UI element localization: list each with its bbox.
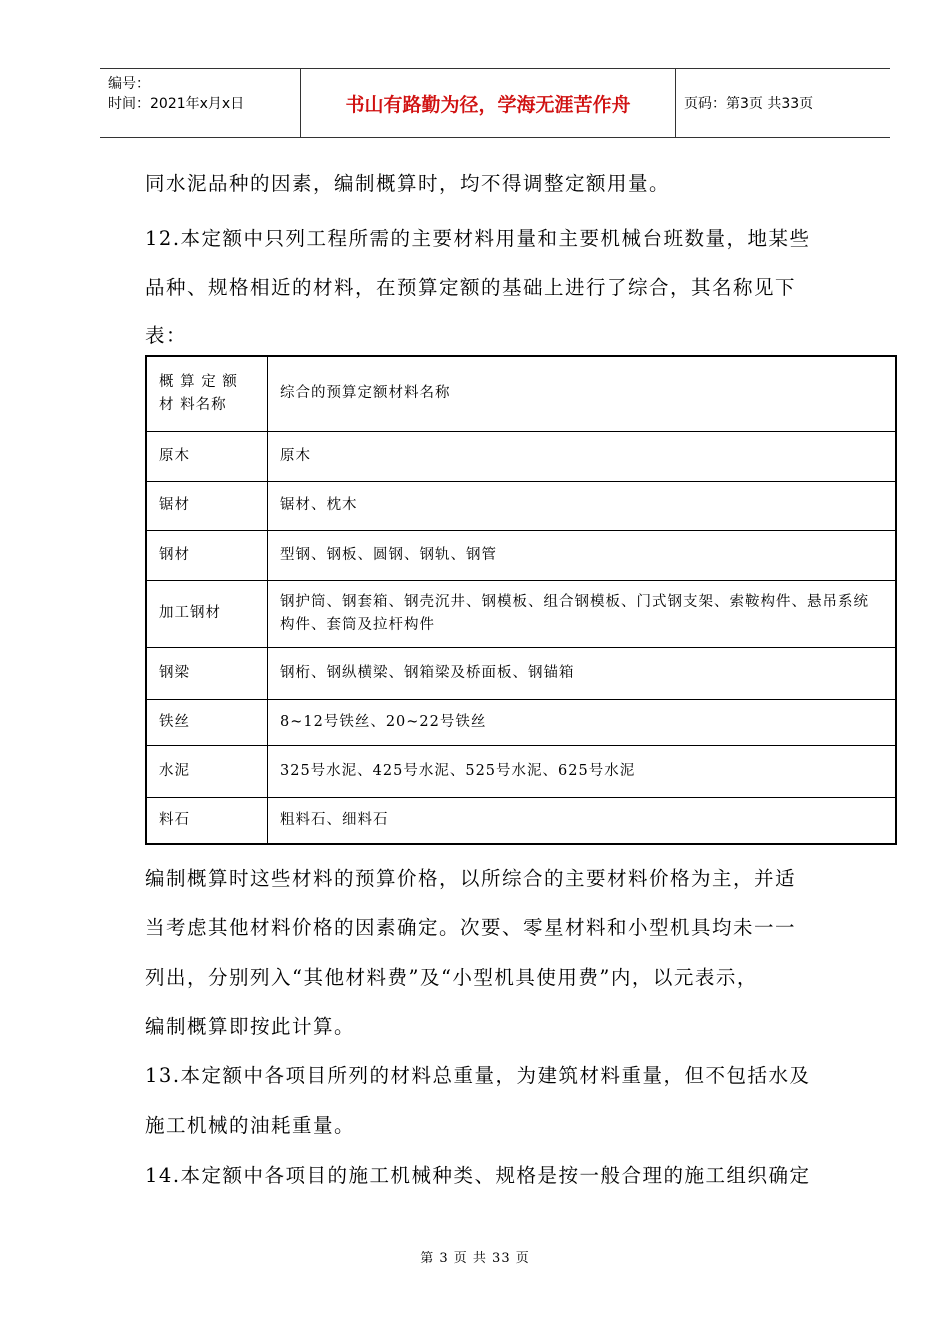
materials-table [145,355,897,845]
table-cell: 料石 [146,797,268,844]
table-cell: 钢梁 [146,647,268,699]
table-cell: 锯材 [146,481,268,530]
table-row [146,647,896,699]
table-row [146,530,896,580]
table-cell: 钢桁、钢纵横梁、钢箱梁及桥面板、钢锚箱 [268,647,897,699]
paragraph-line: 同水泥品种的因素，编制概算时，均不得调整定额用量。 [145,172,671,195]
table-cell: 粗料石、细料石 [268,797,897,844]
table-cell: 加工钢材 [146,580,268,647]
table-row [146,745,896,797]
table-cell: 锯材、枕木 [268,481,897,530]
paragraph-line: 当考虑其他材料价格的因素确定。次要、零星材料和小型机具均未一一 [145,916,797,939]
paragraph-line: 编制概算时这些材料的预算价格，以所综合的主要材料价格为主，并适 [145,867,797,890]
paragraph-line: 编制概算即按此计算。 [145,1015,356,1038]
time-label: 时间：2021年x月x日 [108,96,245,112]
table-cell: 8~12号铁丝、20~22号铁丝 [268,699,897,745]
table-cell: 钢材 [146,530,268,580]
table-cell: 型钢、钢板、圆钢、钢轨、钢管 [268,530,897,580]
table-cell: 钢护筒、钢套箱、钢壳沉井、钢模板、组合钢模板、门式钢支架、索鞍构件、悬吊系统构件、套筒及拉杆构件 [268,580,897,647]
table-row [146,481,896,530]
table-row [146,699,896,745]
header-divider [675,69,676,137]
page-header [100,68,890,138]
table-cell: 铁丝 [146,699,268,745]
page-footer: 第 3 页 共 33 页 [420,1251,530,1266]
table-row [146,580,896,647]
header-motto: 书山有路勤为径，学海无涯苦作舟 [345,93,631,116]
table-header-row [146,356,896,431]
table-row [146,797,896,844]
paragraph-line: 列出，分别列入“其他材料费”及“小型机具使用费”内，以元表示， [145,966,758,989]
paragraph-line: 13.本定额中各项目所列的材料总重量，为建筑材料重量，但不包括水及 [145,1064,811,1087]
table-cell: 原木 [146,431,268,481]
paragraph-line: 14.本定额中各项目的施工机械种类、规格是按一般合理的施工组织确定 [145,1164,811,1187]
table-cell: 水泥 [146,745,268,797]
table-cell: 原木 [268,431,897,481]
table-cell: 325号水泥、425号水泥、525号水泥、625号水泥 [268,745,897,797]
paragraph-line: 表： [145,324,188,347]
header-meta [100,69,300,137]
table-row [146,431,896,481]
header-page-info: 页码：第3页 共33页 [684,96,814,112]
number-label: 编号： [108,76,150,92]
table-header-cell: 概 算 定 额 材 料名称 [146,356,268,431]
paragraph-line: 12.本定额中只列工程所需的主要材料用量和主要机械台班数量，地某些 [145,227,811,250]
paragraph-line: 品种、规格相近的材料，在预算定额的基础上进行了综合，其名称见下 [145,276,797,299]
table-header-cell: 综合的预算定额材料名称 [268,356,897,431]
paragraph-line: 施工机械的油耗重量。 [145,1114,356,1137]
